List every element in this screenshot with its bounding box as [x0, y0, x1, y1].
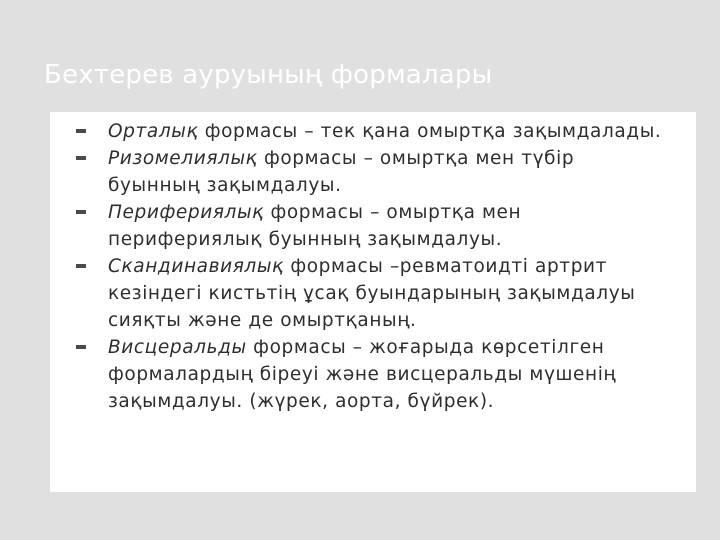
list-item: [50, 334, 696, 415]
square-bullet-icon: [76, 129, 86, 133]
square-bullet-icon: [76, 210, 86, 214]
item-term: Перифериялық: [108, 202, 264, 223]
square-bullet-icon: [76, 156, 86, 160]
bullet-list: [50, 118, 696, 415]
list-item: [50, 145, 696, 199]
item-text: формасы – омыртқа мен түбір буынның зақымдалуы.: [108, 148, 575, 196]
item-text: формасы –ревматоидті артрит кезіндегі кистьтің ұсақ буындарының зақымдалуы сияқты және де омыртқаның.: [108, 256, 636, 331]
square-bullet-icon: [76, 345, 86, 349]
square-bullet-icon: [76, 264, 86, 268]
list-item: [50, 118, 696, 145]
item-text: формасы – жоғарыда көрсетілген формалардың біреуі және висцеральды мүшенің зақымдалуы. (жүрек, аорта, бүйрек).: [108, 337, 617, 412]
content-panel: [50, 112, 696, 492]
item-term: Висцеральды: [108, 337, 247, 358]
item-term: Скандинавиялық: [108, 256, 284, 277]
list-item: [50, 253, 696, 334]
item-text: формасы – омыртқа мен перифериялық буынның зақымдалуы.: [108, 202, 522, 250]
item-term: Орталық: [108, 121, 199, 142]
slide-title: Бехтерев ауруының формалары: [44, 60, 493, 90]
item-text: формасы – тек қана омыртқа зақымдалады.: [198, 121, 662, 142]
list-item: [50, 199, 696, 253]
item-term: Ризомелиялық: [108, 148, 258, 169]
